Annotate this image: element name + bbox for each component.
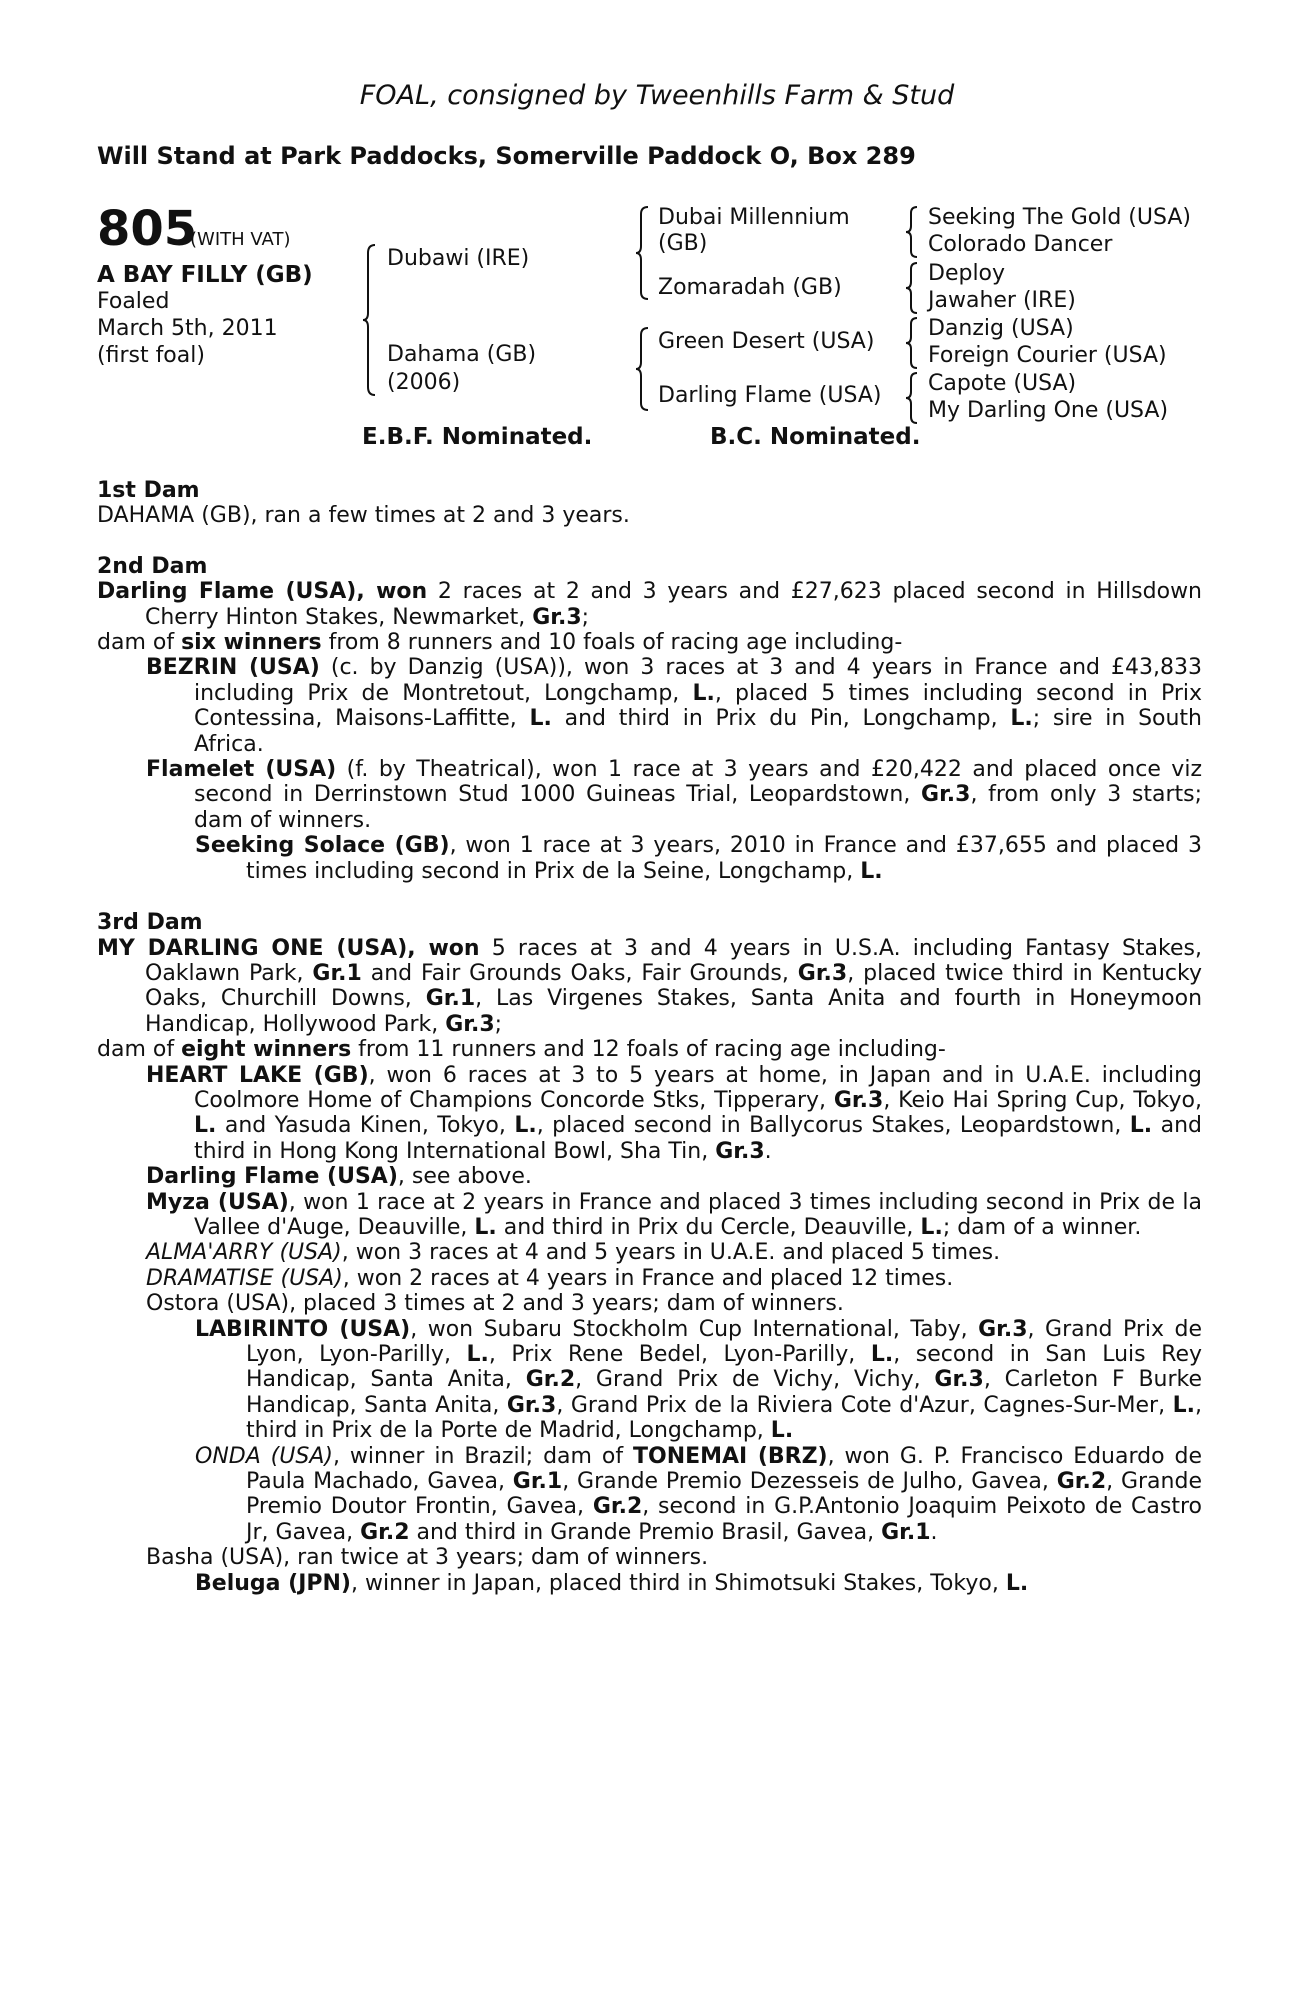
offspring-myza: Myza (USA), won 1 race at 2 years in France and placed 3 times including second in Prix de la Vallee d'Auge, Deauville, L. and third in Prix du Cercle, Deauville, L.; dam of a winner. bbox=[146, 1189, 1202, 1240]
horse-name: ALMA'ARRY (USA) bbox=[146, 1240, 342, 1266]
second-dam-record: Darling Flame (USA), won 2 races at 2 and 3 years and £27,623 placed second in Hillsdown Cherry Hinton Stakes, Newmarket, Gr.3; bbox=[97, 579, 1202, 630]
pedigree-ssd: Colorado Dancer bbox=[928, 232, 1113, 257]
horse-name: BEZRIN (USA) bbox=[146, 655, 320, 681]
lot-number: 805 bbox=[97, 201, 198, 257]
offspring-seeking-solace: Seeking Solace (GB), won 1 race at 3 years, 2010 in France and £37,655 and placed 3 times including second in Prix de la Seine, Longchamp, L. bbox=[195, 833, 1202, 884]
ebf-nominated: E.B.F. Nominated. bbox=[362, 424, 593, 450]
stand-location: Will Stand at Park Paddocks, Somerville Paddock O, Box 289 bbox=[97, 142, 916, 170]
horse-name: DRAMATISE (USA) bbox=[146, 1265, 343, 1291]
offspring-labirinto: LABIRINTO (USA), won Subaru Stockholm Cup International, Taby, Gr.3, Grand Prix de Lyon, Lyon-Parilly, L., Prix Rene Bedel, Lyon-Parilly, L., second in San Luis Rey Handicap, Santa Anita, Gr.2, Grand Prix de Vichy, Vichy, Gr.3, Carleton F Burke Handicap, Santa Anita, Gr.3, Grand Prix de la Riviera Cote d'Azur, Cagnes-Sur-Mer, L., third in Prix de la Porte de Madrid, Longchamp, L. bbox=[195, 1316, 1203, 1444]
offspring-ostora: Ostora (USA), placed 3 times at 2 and 3 years; dam of winners. bbox=[146, 1291, 844, 1317]
horse-name: MY DARLING ONE (USA) bbox=[97, 935, 408, 961]
offspring-beluga: Beluga (JPN), winner in Japan, placed third in Shimotsuki Stakes, Tokyo, L. bbox=[195, 1570, 1029, 1596]
pedigree-bracket-dam bbox=[638, 328, 652, 410]
horse-name: HEART LAKE (GB) bbox=[146, 1062, 369, 1088]
pedigree-bracket-sire bbox=[638, 207, 652, 299]
pedigree-dsd: Foreign Courier (USA) bbox=[928, 343, 1167, 368]
pedigree-sire: Dubawi (IRE) bbox=[387, 246, 530, 271]
catalogue-body bbox=[97, 478, 1202, 1596]
foal-note: (first foal) bbox=[97, 343, 205, 368]
pedigree-bracket-main bbox=[365, 245, 379, 395]
vat-note: (WITH VAT) bbox=[190, 229, 291, 250]
pedigree-dam-sire: Green Desert (USA) bbox=[658, 329, 875, 354]
pedigree-bracket-g4-4 bbox=[908, 373, 920, 423]
pedigree-bracket-g4-2 bbox=[908, 263, 920, 313]
offspring-onda: ONDA (USA), winner in Brazil; dam of TONEMAI (BRZ), won G. P. Francisco Eduardo de Paula Machado, Gavea, Gr.1, Grande Premio Dezesseis de Julho, Gavea, Gr.2, Grande Premio Doutor Frontin, Gavea, Gr.2, second in G.P.Antonio Joaquim Peixoto de Castro Jr, Gavea, Gr.2 and third in Grande Premio Brasil, Gavea, Gr.1. bbox=[195, 1443, 1202, 1545]
pedigree-dss: Danzig (USA) bbox=[928, 316, 1074, 341]
consignment-line: FOAL, consigned by Tweenhills Farm & Stud bbox=[359, 80, 955, 111]
pedigree-dam: Dahama (GB) bbox=[387, 342, 537, 367]
horse-name: Seeking Solace (GB) bbox=[195, 833, 450, 859]
won-word: , won bbox=[356, 579, 428, 605]
pedigree-dam-dam: Darling Flame (USA) bbox=[658, 383, 882, 408]
third-dam-heading: 3rd Dam bbox=[97, 910, 203, 936]
offspring-flamelet: Flamelet (USA) (f. by Theatrical), won 1 race at 3 years and £20,422 and placed once viz second in Derrinstown Stud 1000 Guineas Trial, Leopardstown, Gr.3, from only 3 starts; dam of winners. bbox=[146, 757, 1202, 833]
offspring-heart-lake: HEART LAKE (GB), won 6 races at 3 to 5 years at home, in Japan and in U.A.E. including Coolmore Home of Champions Concorde Stks, Tipperary, Gr.3, Keio Hai Spring Cup, Tokyo, L. and Yasuda Kinen, Tokyo, L., placed second in Ballycorus Stakes, Leopardstown, L. and third in Hong Kong International Bowl, Sha Tin, Gr.3. bbox=[146, 1062, 1202, 1164]
second-dam-heading: 2nd Dam bbox=[97, 553, 208, 579]
horse-name: Darling Flame (USA) bbox=[97, 579, 357, 605]
pedigree-sss: Seeking The Gold (USA) bbox=[928, 205, 1191, 230]
pedigree-ddd: My Darling One (USA) bbox=[928, 398, 1169, 423]
pedigree-bracket-g4-3 bbox=[908, 318, 920, 368]
horse-name: Darling Flame (USA) bbox=[146, 1164, 398, 1190]
pedigree-sds: Deploy bbox=[928, 261, 1006, 286]
horse-name: Flamelet (USA) bbox=[146, 757, 337, 783]
third-dam-produce: dam of eight winners from 11 runners and 12 foals of racing age including- bbox=[97, 1037, 946, 1063]
third-dam-record: MY DARLING ONE (USA), won 5 races at 3 and 4 years in U.S.A. including Fantasy Stakes, Oaklawn Park, Gr.1 and Fair Grounds Oaks, Fair Grounds, Gr.3, placed twice third in Kentucky Oaks, Churchill Downs, Gr.1, Las Virgenes Stakes, Santa Anita and fourth in Honeymoon Handicap, Hollywood Park, Gr.3; bbox=[97, 935, 1203, 1037]
pedigree-dds: Capote (USA) bbox=[928, 371, 1077, 396]
pedigree-sdd: Jawaher (IRE) bbox=[928, 288, 1076, 313]
pedigree-sire-sire: Dubai Millennium bbox=[658, 205, 850, 230]
offspring-almaarry: ALMA'ARRY (USA), won 3 races at 4 and 5 years in U.A.E. and placed 5 times. bbox=[146, 1240, 1001, 1266]
horse-name: Beluga (JPN) bbox=[195, 1570, 351, 1596]
first-dam-text: DAHAMA (GB), ran a few times at 2 and 3 years. bbox=[97, 503, 630, 529]
offspring-dramatise: DRAMATISE (USA), won 2 races at 4 years in France and placed 12 times. bbox=[146, 1265, 954, 1291]
bc-nominated: B.C. Nominated. bbox=[710, 424, 921, 450]
offspring-bezrin: BEZRIN (USA) (c. by Danzig (USA)), won 3 races at 3 and 4 years in France and £43,833 including Prix de Montretout, Longchamp, L., placed 5 times including second in Prix Contessina, Maisons-Laffitte, L. and third in Prix du Pin, Longchamp, L.; sire in South Africa. bbox=[146, 655, 1203, 757]
foaled-label: Foaled bbox=[97, 289, 170, 314]
first-dam-heading: 1st Dam bbox=[97, 478, 200, 503]
horse-name: LABIRINTO (USA) bbox=[195, 1316, 411, 1342]
second-dam-produce: dam of six winners from 8 runners and 10 foals of racing age including- bbox=[97, 630, 903, 656]
horse-name: ONDA (USA) bbox=[195, 1443, 333, 1469]
lot-name: A BAY FILLY (GB) bbox=[97, 262, 313, 288]
pedigree-bracket-g4-1 bbox=[908, 207, 920, 257]
pedigree-sire-sire-country: (GB) bbox=[658, 231, 708, 256]
foaled-date: March 5th, 2011 bbox=[97, 316, 278, 341]
offspring-darling-flame: Darling Flame (USA), see above. bbox=[146, 1164, 532, 1190]
pedigree-dam-year: (2006) bbox=[387, 370, 461, 395]
horse-name: Myza (USA) bbox=[146, 1189, 289, 1215]
pedigree-sire-dam: Zomaradah (GB) bbox=[658, 275, 842, 300]
offspring-basha: Basha (USA), ran twice at 3 years; dam of winners. bbox=[146, 1545, 709, 1571]
